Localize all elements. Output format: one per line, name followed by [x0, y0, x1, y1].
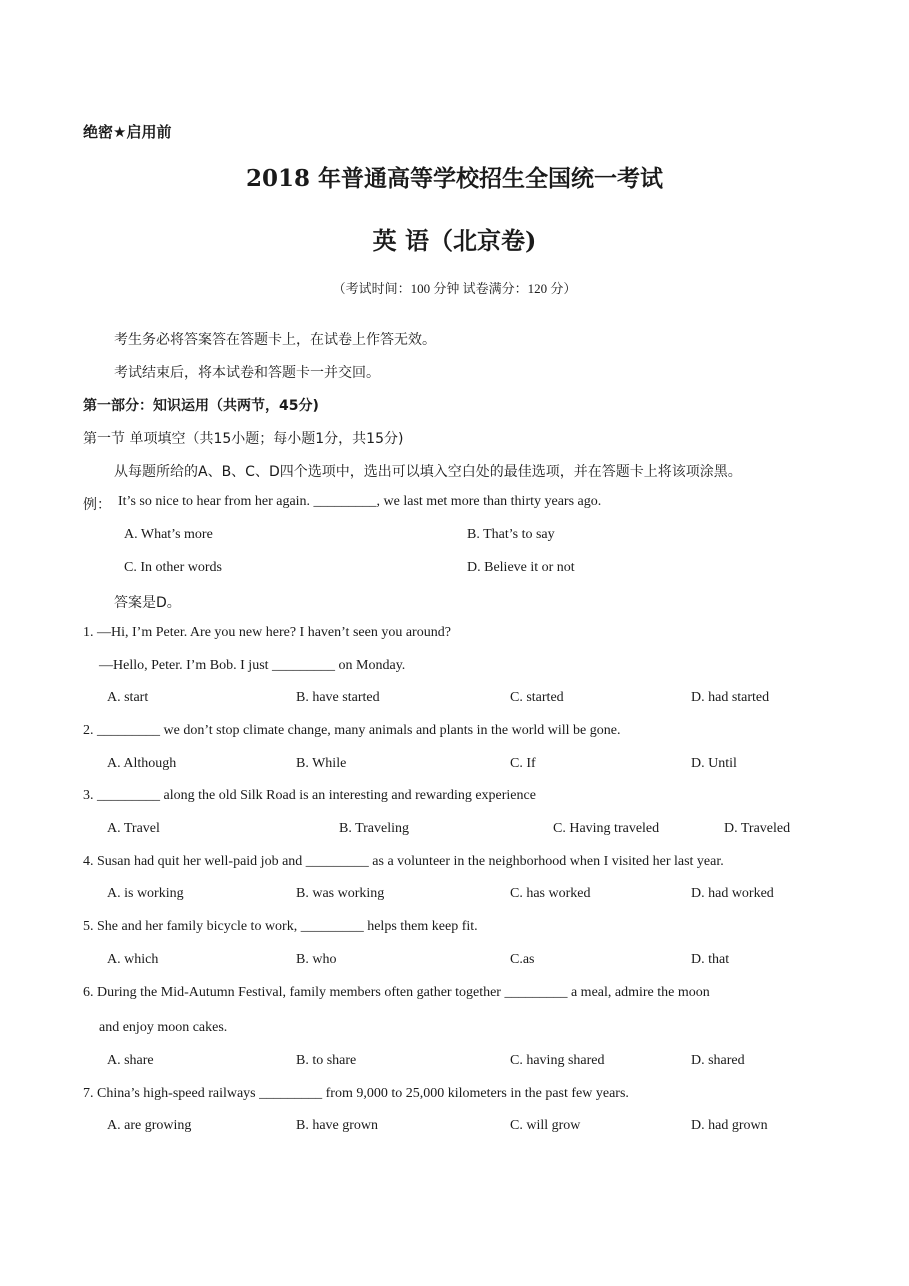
example-option: A. What’s more	[124, 527, 213, 542]
question-option: A. Although	[107, 756, 177, 771]
question-stem: 1. —Hi, I’m Peter. Are you new here? I haven’t seen you around?	[83, 625, 451, 640]
question-option: D. shared	[691, 1053, 745, 1068]
section-direction: 从每题所给的A、B、C、D四个选项中，选出可以填入空白处的最佳选项，并在答题卡上将该项涂黑。	[114, 464, 742, 480]
question-option: A. which	[107, 952, 159, 967]
exam-title: 2018 年普通高等学校招生全国统一考试	[245, 165, 664, 192]
question-option: C. started	[510, 690, 564, 705]
question-option: A. share	[107, 1053, 154, 1068]
question-option: B. to share	[296, 1053, 357, 1068]
question-option: B. have grown	[296, 1118, 379, 1133]
question-stem: and enjoy moon cakes.	[99, 1020, 228, 1035]
question-option: A. Travel	[107, 821, 160, 836]
question-option: C.as	[510, 952, 535, 967]
question-stem: 2. _________ we don’t stop climate change, many animals and plants in the world will be gone.	[83, 723, 621, 738]
question-option: A. start	[107, 690, 149, 705]
question-option: B. While	[296, 756, 347, 771]
part-heading: 第一部分：知识运用（共两节，45分)	[83, 398, 319, 414]
question-stem: 6. During the Mid-Autumn Festival, family members often gather together _________ a meal, admire the moon	[83, 985, 710, 1000]
question-option: C. has worked	[510, 886, 591, 901]
confidential-label: 绝密★启用前	[83, 123, 172, 141]
question-option: D. Until	[691, 756, 737, 771]
instruction-line: 考生务必将答案答在答题卡上，在试卷上作答无效。	[114, 332, 436, 348]
example-answer: 答案是D。	[114, 595, 181, 611]
question-option: B. Traveling	[339, 821, 410, 836]
question-option: D. had started	[691, 690, 770, 705]
question-stem: 3. _________ along the old Silk Road is an interesting and rewarding experience	[83, 788, 536, 803]
question-option: C. If	[510, 756, 536, 771]
question-option: D. that	[691, 952, 730, 967]
example-option: C. In other words	[124, 560, 222, 575]
question-stem: 7. China’s high-speed railways _________ from 9,000 to 25,000 kilometers in the past few years.	[83, 1086, 629, 1101]
example-label: 例：	[83, 497, 111, 513]
question-option: C. having shared	[510, 1053, 605, 1068]
question-option: A. is working	[107, 886, 184, 901]
question-stem: —Hello, Peter. I’m Bob. I just _________ on Monday.	[99, 658, 406, 673]
question-option: B. who	[296, 952, 337, 967]
question-option: C. will grow	[510, 1118, 581, 1133]
question-option: A. are growing	[107, 1118, 192, 1133]
question-option: D. Traveled	[724, 821, 791, 836]
exam-time-note: （考试时间：100 分钟 试卷满分：120 分）	[332, 281, 577, 296]
exam-subtitle: 英 语（北京卷)	[372, 226, 537, 255]
section-heading: 第一节 单项填空（共15小题；每小题1分，共15分)	[83, 431, 404, 447]
example-option: D. Believe it or not	[467, 560, 575, 575]
example-option: B. That’s to say	[467, 527, 555, 542]
question-option: B. have started	[296, 690, 380, 705]
instruction-line: 考试结束后，将本试卷和答题卡一并交回。	[114, 365, 380, 381]
question-option: B. was working	[296, 886, 385, 901]
question-stem: 5. She and her family bicycle to work, _________ helps them keep fit.	[83, 919, 478, 934]
question-option: D. had grown	[691, 1118, 768, 1133]
question-option: C. Having traveled	[553, 821, 660, 836]
example-stem: It’s so nice to hear from her again. _________, we last met more than thirty years ago.	[118, 494, 602, 509]
question-option: D. had worked	[691, 886, 774, 901]
question-stem: 4. Susan had quit her well-paid job and _________ as a volunteer in the neighborhood when I visited her last year.	[83, 854, 724, 869]
